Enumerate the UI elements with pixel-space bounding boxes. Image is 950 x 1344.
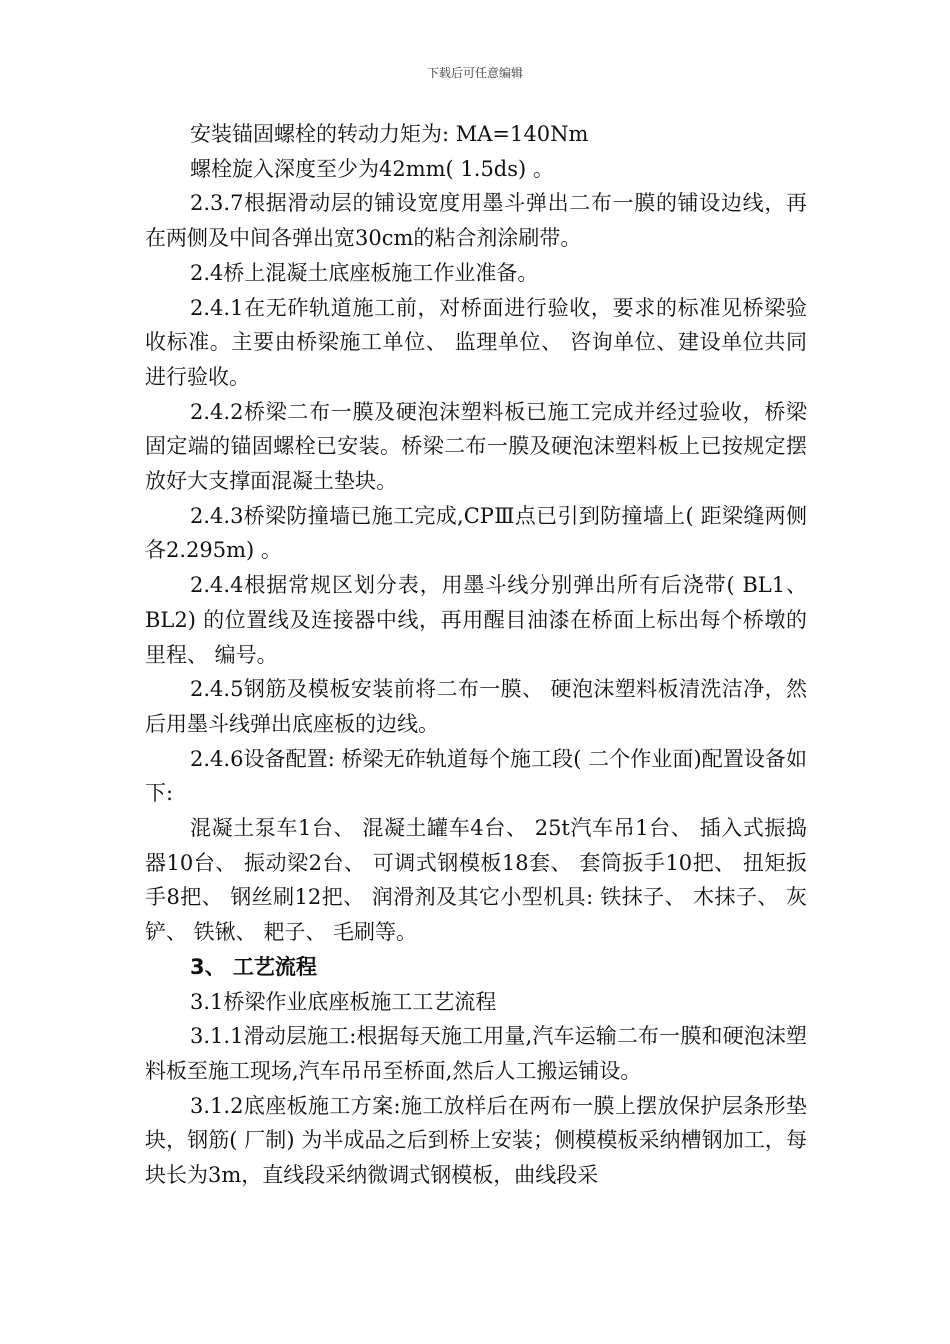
paragraph: 2.3.7根据滑动层的铺设宽度用墨斗弹出二布一膜的铺设边线，再在两侧及中间各弹出宽30cm的粘合剂涂刷带。 [145, 191, 807, 251]
paragraph: 3.1桥梁作业底座板施工工艺流程 [190, 989, 497, 1014]
paragraph: 2.4.6设备配置: 桥梁无砟轨道每个施工段( 二个作业面)配置设备如下: [145, 746, 807, 806]
page-header: 下载后可任意编辑 [426, 66, 523, 80]
section-heading: 3、 工艺流程 [190, 954, 317, 979]
paragraph: 2.4.5钢筋及模板安装前将二布一膜、 硬泡沫塑料板清洗洁净，然后用墨斗线弹出底座板的边线。 [145, 677, 807, 736]
paragraph: 3.1.1滑动层施工:根据每天施工用量,汽车运输二布一膜和硬泡沫塑料板至施工现场,汽车吊吊至桥面,然后人工搬运铺设。 [145, 1024, 807, 1083]
paragraph: 混凝土泵车1台、 混凝土罐车4台、 25t汽车吊1台、 插入式振捣器10台、 振动梁2台、 可调式钢模板18套、 套筒扳手10把、 扭矩扳手8把、 钢丝刷12把、 润滑剂及其它小型机具: 铁抹子、 木抹子、 灰铲、 铁锹、 耙子、 毛刷等。 [145, 816, 807, 945]
paragraph: 2.4.3桥梁防撞墙已施工完成,CPⅢ点已引到防撞墙上( 距梁缝两侧各2.295m) 。 [145, 503, 807, 563]
document-body [145, 117, 807, 1193]
paragraph: 螺栓旋入深度至少为42mm( 1.5ds) 。 [190, 156, 554, 181]
paragraph: 安装锚固螺栓的转动力矩为: MA=140Nm [190, 122, 589, 146]
paragraph: 2.4桥上混凝土底座板施工作业准备。 [190, 260, 539, 285]
paragraph: 2.4.2桥梁二布一膜及硬泡沫塑料板已施工完成并经过验收，桥梁固定端的锚固螺栓已安装。桥梁二布一膜及硬泡沫塑料板上已按规定摆放好大支撑面混凝土垫块。 [145, 399, 807, 494]
paragraph: 3.1.2底座板施工方案:施工放样后在两布一膜上摆放保护层条形垫块，钢筋( 厂制) 为半成品之后到桥上安装；侧模模板采纳槽钢加工，每块长为3m，直线段采纳微调式钢模板，曲线段采 [145, 1093, 807, 1188]
paragraph: 2.4.4根据常规区划分表，用墨斗线分别弹出所有后浇带( BL1、 BL2) 的位置线及连接器中线，再用醒目油漆在桥面上标出每个桥墩的里程、 编号。 [145, 573, 807, 667]
paragraph: 2.4.1在无砟轨道施工前，对桥面进行验收，要求的标准见桥梁验收标准。主要由桥梁施工单位、 监理单位、 咨询单位、建设单位共同进行验收。 [145, 295, 807, 389]
